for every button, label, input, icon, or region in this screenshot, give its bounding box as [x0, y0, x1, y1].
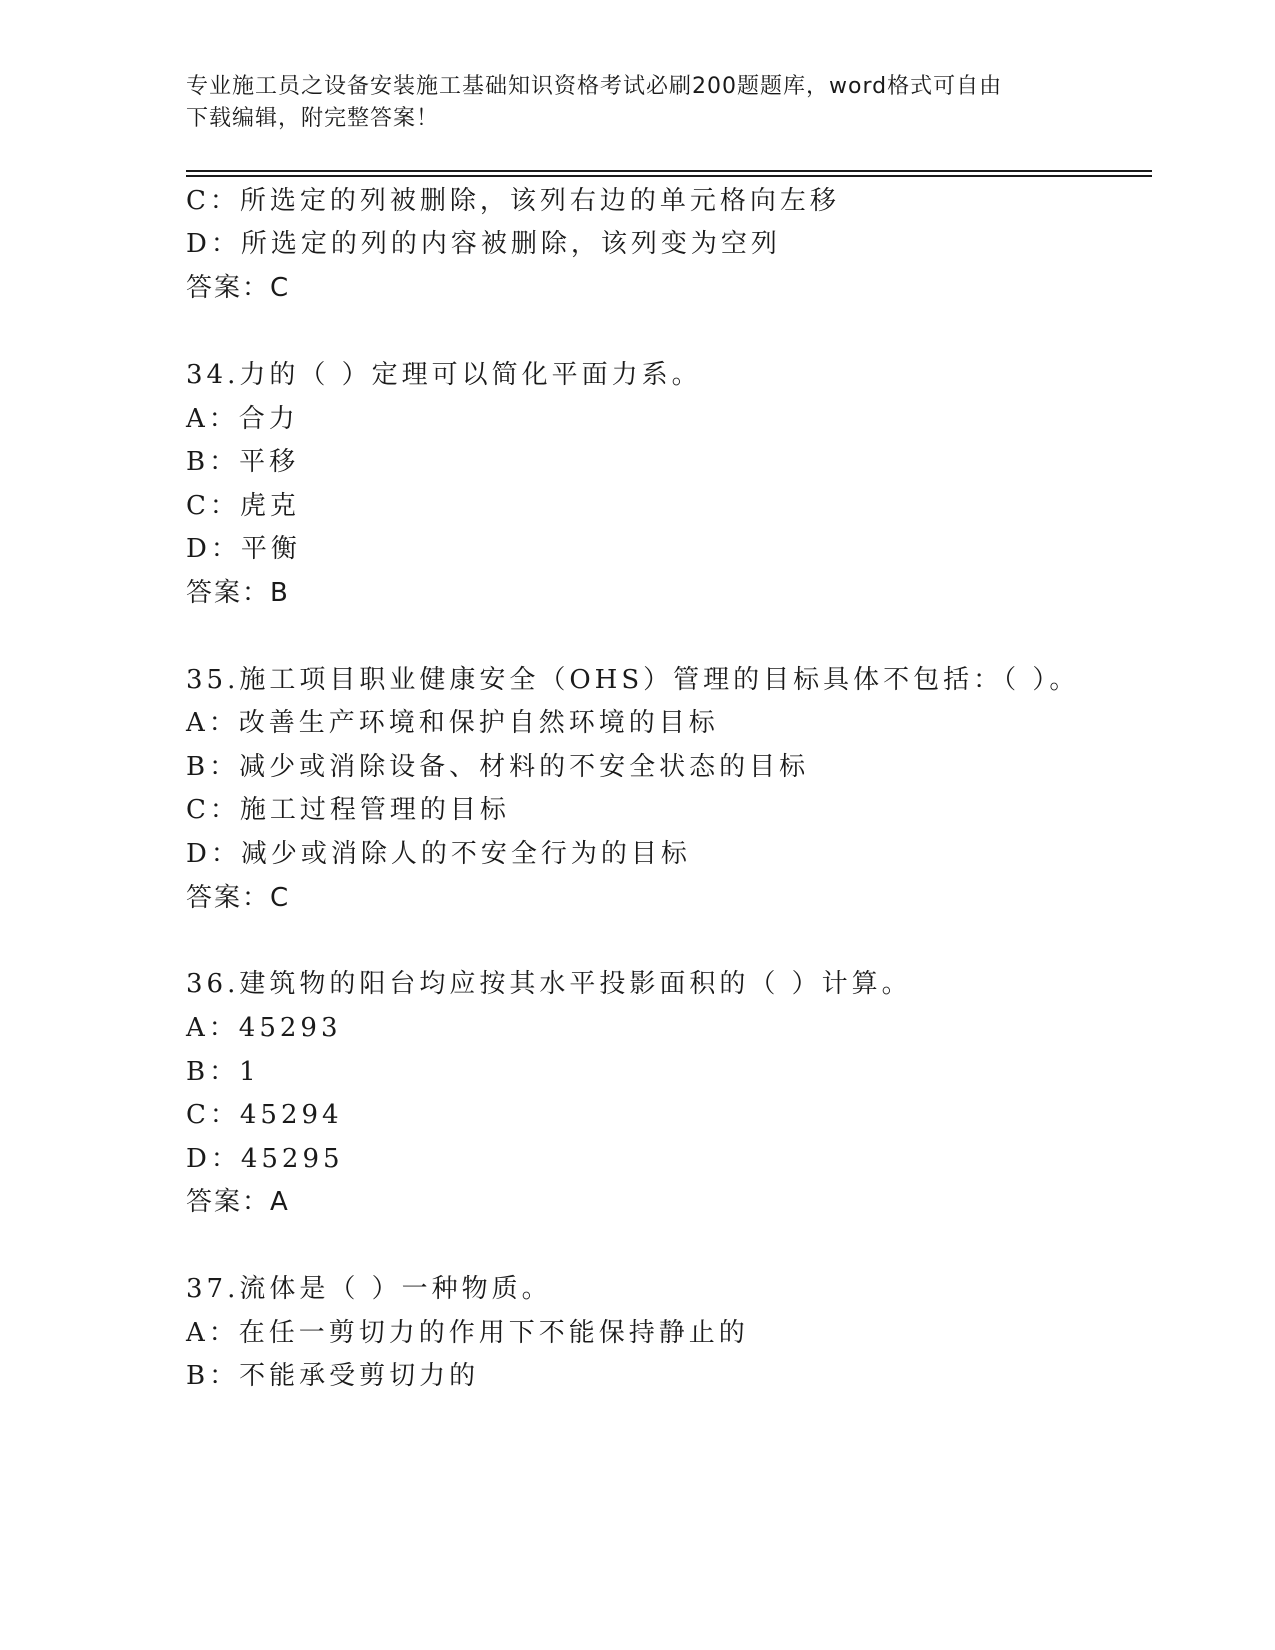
prev-option-d: D：所选定的列的内容被删除，该列变为空列 [186, 229, 781, 259]
prev-answer: 答案：C [186, 273, 291, 303]
question-37-option-a: A：在任一剪切力的作用下不能保持静止的 [186, 1318, 749, 1348]
question-36-option-b: B：1 [186, 1057, 260, 1087]
question-34-answer: 答案：B [186, 578, 290, 608]
question-35-stem: 35.施工项目职业健康安全（OHS）管理的目标具体不包括：（ ）。 [186, 665, 1080, 695]
question-34-option-d: D：平衡 [186, 534, 301, 564]
header-divider-top [186, 170, 1152, 172]
question-35-answer: 答案：C [186, 883, 291, 913]
document-title-line-1: 专业施工员之设备安装施工基础知识资格考试必刷200题题库，word格式可自由 [186, 74, 1003, 99]
question-35-option-b: B：减少或消除设备、材料的不安全状态的目标 [186, 752, 810, 782]
question-34-option-a: A：合力 [186, 404, 299, 434]
question-35-option-c: C：施工过程管理的目标 [186, 795, 510, 825]
question-34-option-c: C：虎克 [186, 491, 300, 521]
question-35-option-d: D：减少或消除人的不安全行为的目标 [186, 839, 691, 869]
header-divider-bottom [186, 175, 1152, 177]
question-34-option-b: B：平移 [186, 447, 300, 477]
question-36-answer: 答案：A [186, 1187, 290, 1217]
question-35-option-a: A：改善生产环境和保护自然环境的目标 [186, 708, 719, 738]
prev-option-c: C：所选定的列被删除，该列右边的单元格向左移 [186, 186, 840, 216]
question-37-option-b: B：不能承受剪切力的 [186, 1361, 480, 1391]
question-36-option-d: D：45295 [186, 1144, 344, 1174]
question-34-stem: 34.力的（ ）定理可以简化平面力系。 [186, 360, 702, 390]
question-36-option-a: A：45293 [186, 1013, 342, 1043]
question-36-option-c: C：45294 [186, 1100, 343, 1130]
document-title-line-2: 下载编辑，附完整答案！ [186, 106, 440, 131]
question-37-stem: 37.流体是（ ）一种物质。 [186, 1274, 552, 1304]
question-36-stem: 36.建筑物的阳台均应按其水平投影面积的（ ）计算。 [186, 969, 912, 999]
